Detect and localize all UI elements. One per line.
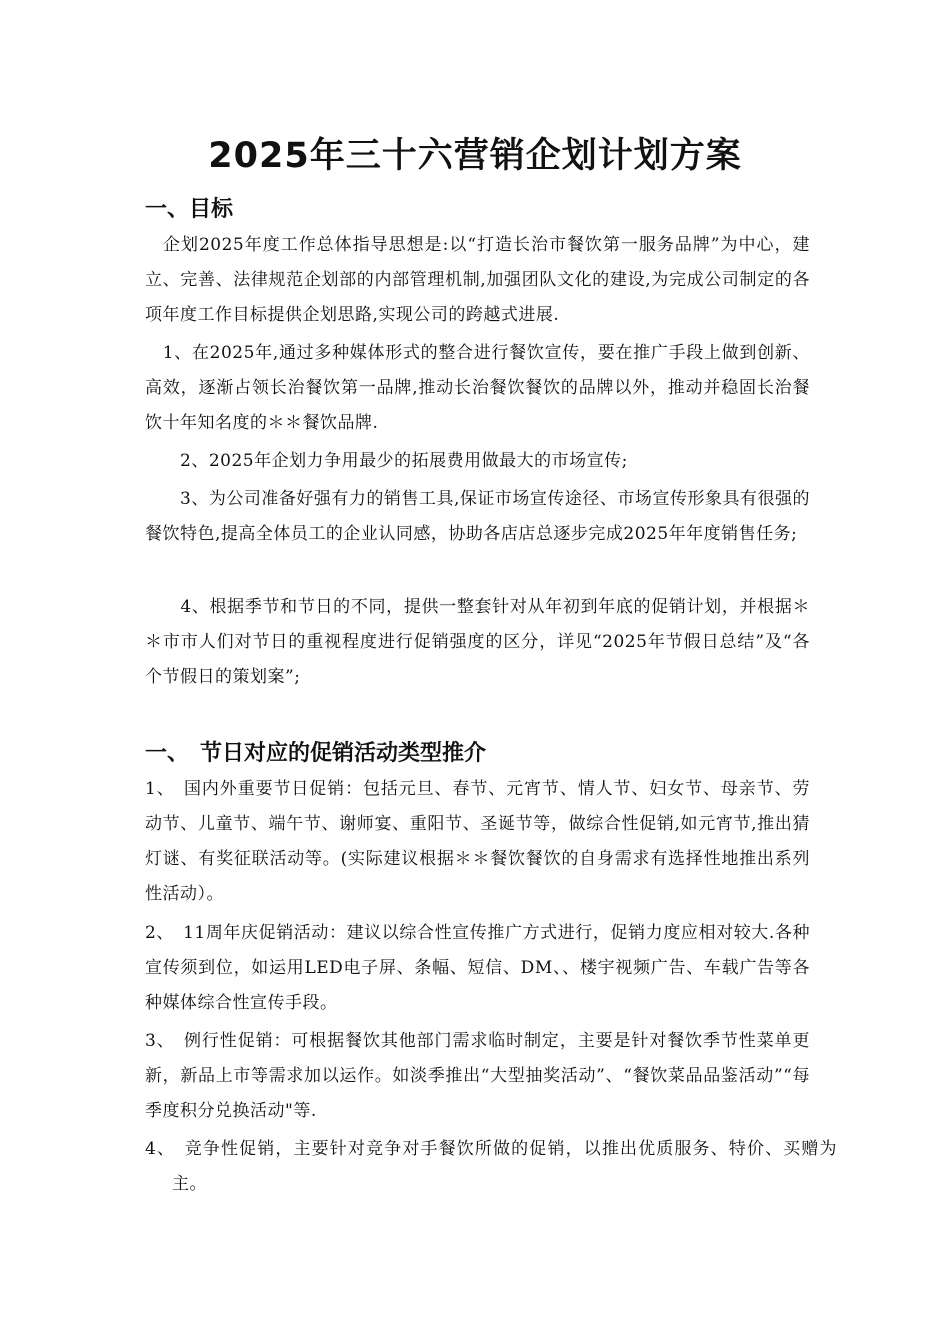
goal-item-3: 3、为公司准备好强有力的销售工具,保证市场宣传途径、市场宣传形象具有很强的餐饮特色,提高全体员工的企业认同感，协助各店店总逐步完成2025年年度销售任务; [145, 489, 810, 544]
goal-item-2: 2、2025年企划力争用最少的拓展费用做最大的市场宣传; [145, 451, 628, 471]
section-heading-promotions: 一、 节日对应的促销活动类型推介 [145, 741, 487, 766]
promotion-item-1: 1、 国内外重要节日促销：包括元旦、春节、元宵节、情人节、妇女节、母亲节、劳动节、儿童节、端午节、谢师宴、重阳节、圣诞节等，做综合性促销,如元宵节,推出猜灯谜、有奖征联活动等。(实际建议根据＊＊餐饮餐饮的自身需求有选择性地推出系列性活动）。 [145, 779, 810, 904]
promotion-item-3: 3、 例行性促销：可根据餐饮其他部门需求临时制定，主要是针对餐饮季节性菜单更新，新品上市等需求加以运作。如淡季推出“大型抽奖活动”、“餐饮菜品品鉴活动”“每季度积分兑换活动"等. [145, 1031, 810, 1121]
promotion-item-4: 4、 竞争性促销，主要针对竞争对手餐饮所做的促销，以推出优质服务、特价、买赠为主。 [145, 1139, 837, 1194]
promotion-item-2: 2、 11周年庆促销活动：建议以综合性宣传推广方式进行，促销力度应相对较大.各种宣传须到位，如运用LED电子屏、条幅、短信、DM、、楼宇视频广告、车载广告等各种媒体综合性宣传手段。 [145, 923, 810, 1013]
document-title: 2025年三十六营销企划计划方案 [208, 136, 742, 176]
goal-item-4: 4、根据季节和节日的不同，提供一整套针对从年初到年底的促销计划，并根据＊＊市市人们对节日的重视程度进行促销强度的区分，详见“2025年节假日总结”及“各个节假日的策划案”; [145, 597, 810, 687]
section-heading-goals: 一、目标 [145, 197, 234, 222]
goal-item-1: 1、在2025年,通过多种媒体形式的整合进行餐饮宣传，要在推广手段上做到创新、高效，逐渐占领长治餐饮第一品牌,推动长治餐饮餐饮的品牌以外，推动并稳固长治餐饮十年知名度的＊＊餐饮品牌. [145, 343, 810, 433]
goals-intro-paragraph: 企划2025年度工作总体指导思想是:以“打造长治市餐饮第一服务品牌”为中心，建立、完善、法律规范企划部的内部管理机制,加强团队文化的建设,为完成公司制定的各项年度工作目标提供企划思路,实现公司的跨越式进展. [145, 235, 810, 325]
